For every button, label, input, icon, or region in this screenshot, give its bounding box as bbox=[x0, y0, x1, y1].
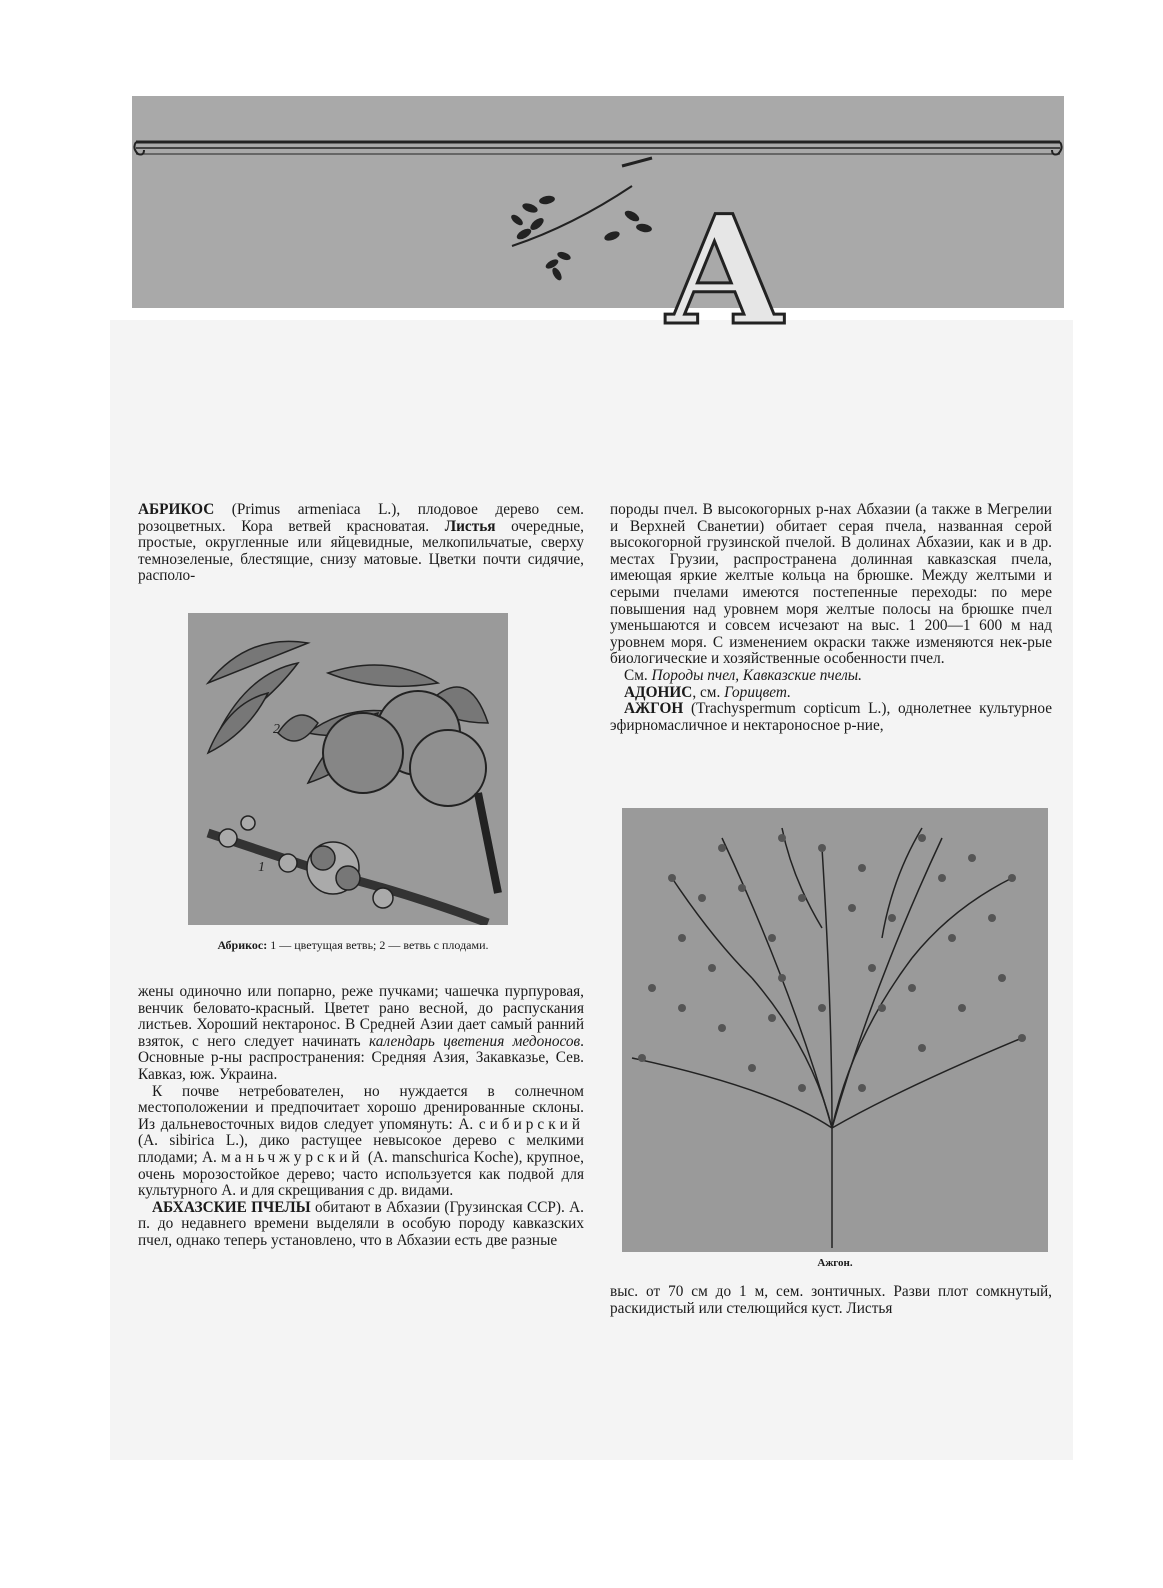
ornamental-rule bbox=[132, 96, 1064, 308]
paragraph: К почве нетребователен, но нуждается в солнечном местоположении и предпочитает хорошо дренированные склоны. Из дальневосточных видов следует упомянуть: А. сибирский (A. sibirica L.), дико растущее невысокое дерево с мелкими плодами; А. маньчжурский (A. manschurica Koche), крупное, очень морозостойкое дерево; часто используется как подвой для культурного А. и для скрещивания с др. видами. bbox=[138, 1082, 584, 1200]
label-1: 1 bbox=[258, 860, 265, 875]
figure-caption-apricot: Абрикос: 1 — цветущая ветвь; 2 — ветвь с плодами. bbox=[217, 938, 489, 952]
see-also: См. Породы пчел, Кавказские пчелы. bbox=[624, 666, 862, 684]
right-column-bottom bbox=[610, 1284, 1052, 1317]
ajwain-illustration bbox=[622, 808, 1048, 1252]
left-column-top bbox=[138, 502, 584, 585]
paragraph: выс. от 70 см до 1 м, сем. зонтичных. Разви плот сомкнутый, раскидистый или стелющийся куст. Листья bbox=[610, 1283, 1052, 1317]
paragraph: породы пчел. В высокогорных р-нах Абхазии (а также в Мегрелии и Верхней Сванетии) обитает серая пчела, названная серой высокогорной грузинской пчелой. В долинах Абхазии, как и в др. местах Грузии, распространена долинная кавказская пчела, имеющая яркие желтые кольца на брюшке. Между желтыми и серыми пчелами имеются постепенные переходы: по мере повышения над уровнем моря желтые полосы на брюшке пчел уменьшаются и совсем исчезают на выс. 1 200—1 600 м над уровнем моря. С изменением окраски также изменяются нек-рые биологические и хозяйственные особенности пчел. bbox=[610, 501, 1052, 668]
entry-adonis: АДОНИС, см. Горицвет. bbox=[624, 683, 791, 701]
label-2: 2 bbox=[273, 722, 280, 737]
entry-term: АБРИКОС bbox=[138, 501, 215, 518]
entry-term: АДОНИС bbox=[624, 683, 693, 701]
apricot-illustration bbox=[188, 613, 508, 925]
ajwain-plant-icon bbox=[622, 808, 1048, 1252]
header-banner bbox=[132, 96, 1064, 359]
entry-abkhaz-bees: АБХАЗСКИЕ ПЧЕЛЫ обитают в Абхазии (Грузинская ССР). А. п. до недавнего времени выделяли в особую породу кавказских пчел, однако теперь установлено, что в Абхазии есть две разные bbox=[138, 1198, 584, 1249]
entry-term: АЖГОН bbox=[624, 700, 684, 718]
leaf-branch-icon bbox=[509, 158, 652, 282]
entry-abrikos: АБРИКОС (Primus armeniaca L.), плодовое дерево сем. розоцветных. Кора ветвей красноватая. Листья очередные, простые, округленные или яйцевидные, мелкопильчатые, сверху темнозеленые, блестящие, снизу матовые. Цветки почти сидячие, располо- bbox=[138, 501, 585, 585]
apricot-branch-icon bbox=[188, 613, 508, 925]
right-column-top bbox=[610, 502, 1052, 734]
paragraph: жены одиночно или попарно, реже пучками; чашечка пурпуровая, венчик беловато-красный. Цветет рано весной, до распускания листьев. Хороший нектаронос. В Средней Азии дает самый ранний взяток, с него следует начинать календарь цветения медоносов. Основные р-ны распространения: Средняя Азия, Закавказье, Сев. Кавказ, юж. Украина. bbox=[138, 983, 584, 1083]
entry-term: АБХАЗСКИЕ ПЧЕЛЫ bbox=[152, 1198, 311, 1216]
left-column-bottom bbox=[138, 984, 584, 1250]
entry-azhgon: АЖГОН (Trachyspermum copticum L.), однолетнее культурное эфирномасличное и нектароносное р-ние, bbox=[610, 700, 1052, 734]
initial-letter: A bbox=[666, 183, 783, 359]
figure-caption-ajwain: Ажгон. bbox=[817, 1257, 853, 1269]
